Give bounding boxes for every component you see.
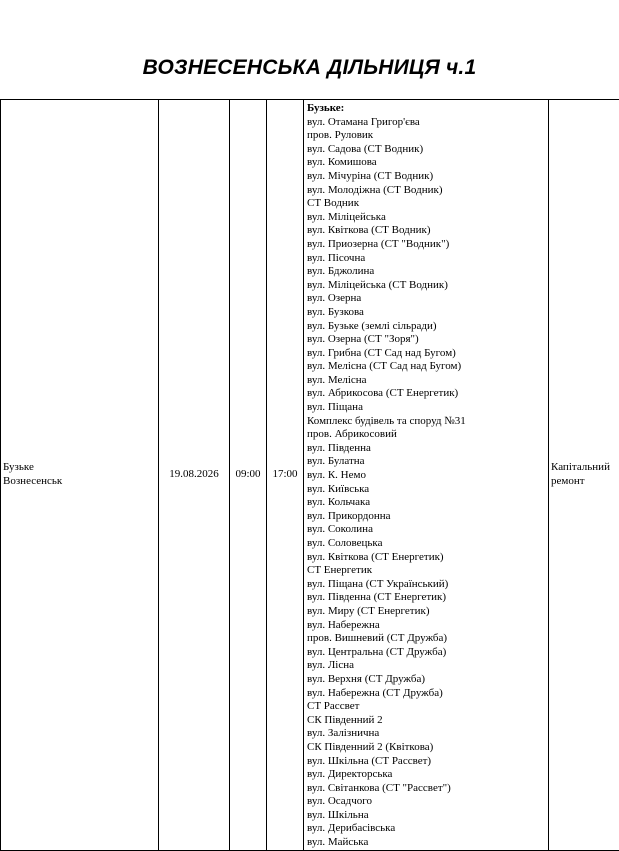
address-item: вул. Молодіжна (СТ Водник) (307, 183, 443, 196)
address-item: СК Південний 2 (307, 713, 383, 726)
address-item: вул. Піщана (307, 401, 363, 414)
address-item: вул. Абрикосова (СТ Енергетик) (307, 387, 459, 400)
address-item: вул. Міліцейська (307, 210, 386, 223)
address-item: вул. Бджолина (307, 265, 375, 278)
address-item: вул. Дерибасівська (307, 822, 396, 835)
reason-line: ремонт (551, 474, 585, 487)
address-item: вул. Набережна (307, 618, 380, 631)
address-item: вул. Соловецька (307, 537, 383, 549)
area-line: Бузьке (3, 461, 34, 474)
address-item: вул. Отамана Григор'єва (307, 115, 420, 128)
address-item: вул. Бузьке (землі сільради) (307, 319, 437, 332)
address-item: СК Південний 2 (Квіткова) (307, 740, 434, 753)
address-item: пров. Абрикосовий (307, 428, 397, 441)
address-item: пров. Руловик (307, 129, 374, 142)
page-title: ВОЗНЕСЕНСЬКА ДІЛЬНИЦЯ ч.1 (142, 56, 477, 79)
address-item: вул. Садова (СТ Водник) (307, 142, 424, 155)
address-item: вул. Пісочна (307, 251, 366, 264)
address-item: вул. Квіткова (СТ Енергетик) (307, 550, 444, 563)
address-item: вул. Південна (307, 441, 371, 454)
address-item: вул. Київська (307, 482, 370, 495)
address-item: вул. Озерна (СТ "Зоря") (307, 333, 419, 346)
address-item: вул. Озерна (307, 292, 362, 305)
area-cell (1, 100, 159, 851)
address-item: вул. Прикордонна (307, 509, 391, 522)
start-time-cell: 09:00 (230, 100, 267, 851)
address-heading: Бузьке: (307, 102, 345, 114)
address-item: вул. Світанкова (СТ "Рассвет") (307, 781, 451, 794)
address-list-cell (304, 100, 549, 851)
address-item: СТ Водник (307, 197, 360, 210)
reason-cell (549, 100, 619, 851)
address-item: вул. Залізнична (307, 727, 380, 740)
address-item: вул. Шкільна (СТ Рассвет) (307, 754, 432, 767)
address-item: вул. Набережна (СТ Дружба) (307, 686, 443, 699)
address-item: вул. Мелісна (СТ Сад над Бугом) (307, 360, 462, 373)
table-row (1, 100, 619, 851)
address-item: вул. Грибна (СТ Сад над Бугом) (307, 346, 456, 359)
address-item: вул. Піщана (СТ Український) (307, 577, 449, 590)
end-time-cell: 17:00 (267, 100, 304, 851)
address-item: вул. Південна (СТ Енергетик) (307, 591, 447, 604)
address-item: вул. Міліцейська (СТ Водник) (307, 278, 448, 291)
address-item: вул. Директорська (307, 768, 393, 781)
address-item: СТ Енергетик (307, 564, 373, 577)
reason-line: Капітальний (551, 461, 610, 474)
address-item: СТ Рассвет (307, 700, 360, 713)
address-item: вул. Комишова (307, 156, 377, 169)
address-item: вул. К. Немо (307, 469, 366, 482)
address-item: вул. Соколина (307, 523, 373, 536)
address-item: вул. Центральна (СТ Дружба) (307, 645, 447, 658)
address-item: вул. Мічуріна (СТ Водник) (307, 169, 434, 182)
address-item: вул. Майська (307, 836, 369, 849)
address-item: вул. Лісна (307, 659, 354, 672)
address-item: вул. Булатна (307, 455, 365, 468)
address-item: вул. Верхня (СТ Дружба) (307, 672, 426, 685)
outage-schedule-table (0, 99, 619, 851)
address-item: вул. Мелісна (307, 373, 367, 386)
address-list (307, 116, 546, 850)
area-line: Вознесенськ (3, 474, 63, 487)
address-item: пров. Вишневий (СТ Дружба) (307, 632, 448, 645)
address-item: вул. Шкільна (307, 808, 369, 821)
address-item: вул. Бузкова (307, 305, 364, 318)
address-item: вул. Кольчака (307, 496, 371, 509)
address-item: вул. Квіткова (СТ Водник) (307, 224, 431, 237)
address-item: Комплекс будівель та споруд №31 (307, 414, 466, 427)
address-item: вул. Миру (СТ Енергетик) (307, 604, 430, 617)
date-cell: 19.08.2026 (159, 100, 230, 851)
address-item: вул. Осадчого (307, 795, 373, 808)
address-item: вул. Приозерна (СТ "Водник") (307, 237, 450, 250)
